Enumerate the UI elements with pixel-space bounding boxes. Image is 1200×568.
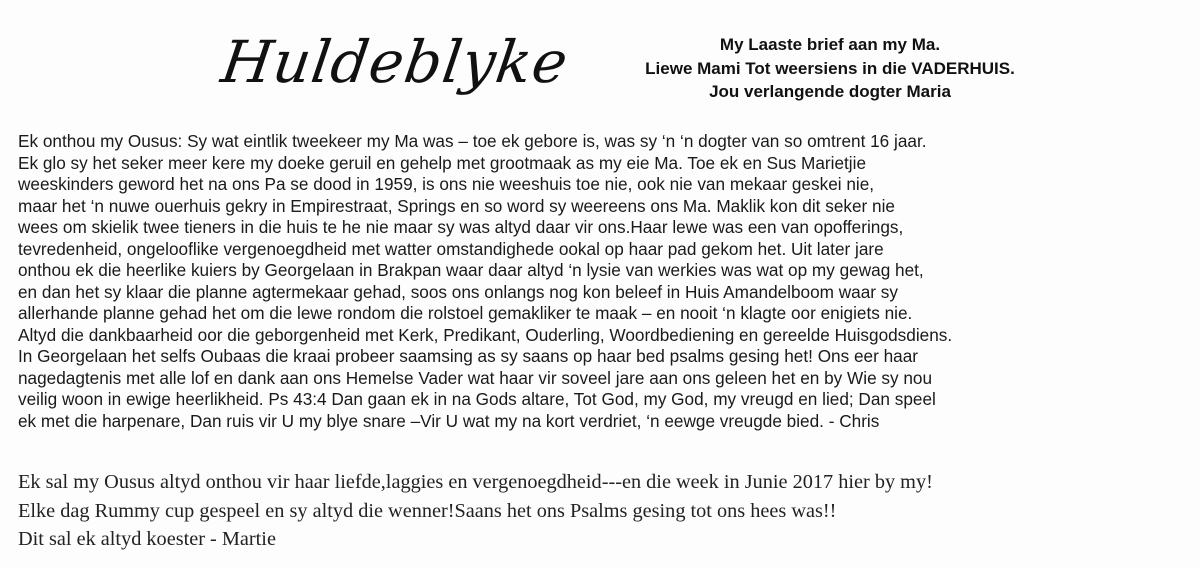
tribute-line: Ek onthou my Ousus: Sy wat eintlik tweekeer my Ma was – toe ek gebore is, was sy ‘n ‘n dogter van so omtrent 16 jaar. bbox=[18, 131, 927, 151]
tribute-line: veilig woon in ewige heerlikheid. Ps 43:4 Dan gaan ek in na Gods altare, Tot God, my God, my vreugd en lied; Dan speel bbox=[18, 389, 936, 409]
page-title: Huldeblyke bbox=[217, 28, 573, 96]
tribute-line: Altyd die dankbaarheid oor die geborgenheid met Kerk, Predikant, Ouderling, Woordbediening en gereelde Huisgodsdiens. bbox=[18, 324, 953, 345]
tribute-line: en dan het sy klaar die planne agtermekaar gehad, soos ons onlangs nog kon beleef in Huis Amandelboom waar sy bbox=[18, 281, 898, 302]
letter-note bbox=[560, 33, 1100, 104]
tribute-chris bbox=[18, 131, 1193, 432]
tribute-line: allerhande planne gehad het om die lewe rondom die rolstoel gemakliker te maak – en nooit ‘n klagte oor enigiets nie. bbox=[18, 303, 913, 323]
tribute-martie bbox=[18, 468, 1193, 554]
letter-note-line: My Laaste brief aan my Ma. bbox=[719, 35, 941, 54]
tribute-line: In Georgelaan het selfs Oubaas die kraai probeer saamsing as sy saans op haar bed psalms gesing het! Ons eer haar bbox=[18, 346, 919, 366]
tribute-line: ek met die harpenare, Dan ruis vir U my blye snare –Vir U wat my na kort verdriet, ‘n eewge vreugde bied. - Chris bbox=[18, 410, 880, 431]
letter-note-line: Jou verlangende dogter Maria bbox=[709, 82, 951, 101]
tribute-line: tevredenheid, ongelooflike vergenoegdheid met watter omstandighede ookal op haar pad gekom het. Uit later jare bbox=[18, 238, 884, 259]
tribute-line: nagedagtenis met alle lof en dank aan ons Hemelse Vader wat haar vir soveel jare aan ons geleen het en by Wie sy nou bbox=[18, 367, 933, 388]
tribute-line: weeskinders geword het na ons Pa se dood in 1959, is ons nie weeshuis toe nie, ook nie van mekaar geskei nie, bbox=[18, 174, 875, 194]
tribute-line: wees om skielik twee tieners in die huis te he nie maar sy was altyd daar vir ons.Haar lewe was een van opofferings, bbox=[18, 217, 904, 237]
tribute-line: Dit sal ek altyd koester - Martie bbox=[18, 528, 276, 550]
tribute-line: Ek sal my Ousus altyd onthou vir haar liefde,laggies en vergenoegdheid---en die week in Junie 2017 hier by my! bbox=[18, 471, 933, 493]
tribute-line: onthou ek die heerlike kuiers by Georgelaan in Brakpan waar daar altyd ‘n lysie van werkies was wat op my gewag het, bbox=[18, 260, 924, 280]
tribute-line: Ek glo sy het seker meer kere my doeke geruil en gehelp met grootmaak as my eie Ma. Toe ek en Sus Marietjie bbox=[18, 152, 867, 173]
tribute-line: Elke dag Rummy cup gespeel en sy altyd die wenner!Saans het ons Psalms gesing tot ons hees was!! bbox=[18, 499, 837, 522]
letter-note-line: Liewe Mami Tot weersiens in die VADERHUIS. bbox=[645, 58, 1015, 78]
tribute-line: maar het ‘n nuwe ouerhuis gekry in Empirestraat, Springs en so word sy weereens ons Ma. Maklik kon dit seker nie bbox=[18, 195, 895, 216]
